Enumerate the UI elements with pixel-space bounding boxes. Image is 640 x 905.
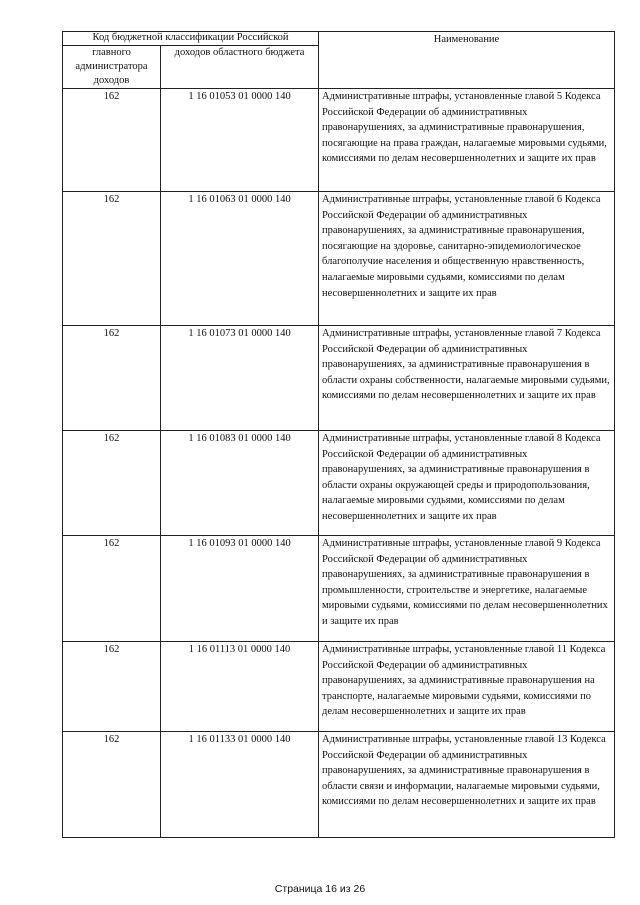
table-row xyxy=(63,326,615,431)
description-cell: Административные штрафы, установленные главой 5 Кодекса Российской Федерации об административных правонарушениях, за административные правонарушения, посягающие на права граждан, налагаемые мировыми судьями, комиссиями по делам несовершеннолетних и защите их прав xyxy=(319,89,615,192)
description-cell: Административные штрафы, установленные главой 11 Кодекса Российской Федерации об административных правонарушениях, за административные правонарушения на транспорте, налагаемые мировыми судьями, комиссиями по делам несовершеннолетних и защите их прав xyxy=(319,642,615,732)
description-cell: Административные штрафы, установленные главой 13 Кодекса Российской Федерации об административных правонарушениях, за административные правонарушения в области связи и информации, налагаемые мировыми судьями, комиссиями по делам несовершеннолетних и защите их прав xyxy=(319,732,615,838)
table-row xyxy=(63,642,615,732)
description-cell: Административные штрафы, установленные главой 9 Кодекса Российской Федерации об административных правонарушениях, за административные правонарушения в промышленности, строительстве и энергетике, налагаемые мировыми судьями, комиссиями по делам несовершеннолетних и защите их прав xyxy=(319,536,615,642)
description-cell: Административные штрафы, установленные главой 8 Кодекса Российской Федерации об административных правонарушениях, за административные правонарушения в области охраны окружающей среды и природопользования, налагаемые мировыми судьями, комиссиями по делам несовершеннолетних и защите их прав xyxy=(319,431,615,536)
revenue-code-cell: 1 16 01063 01 0000 140 xyxy=(161,192,319,326)
header-name-column: Наименование xyxy=(319,32,615,89)
admin-code-cell: 162 xyxy=(63,536,161,642)
admin-code-cell: 162 xyxy=(63,89,161,192)
admin-code-cell: 162 xyxy=(63,192,161,326)
description-cell: Административные штрафы, установленные главой 6 Кодекса Российской Федерации об административных правонарушениях, за административные правонарушения, посягающие на здоровье, санитарно-эпидемиологическое благополучие населения и общественную нравственность, налагаемые мировыми судьями, комиссиями по делам несовершеннолетних и защите их прав xyxy=(319,192,615,326)
description-cell: Административные штрафы, установленные главой 7 Кодекса Российской Федерации об административных правонарушениях, за административные правонарушения в области охраны собственности, налагаемые мировыми судьями, комиссиями по делам несовершеннолетних и защите их прав xyxy=(319,326,615,431)
table-row xyxy=(63,536,615,642)
admin-code-cell: 162 xyxy=(63,732,161,838)
table-row xyxy=(63,89,615,192)
admin-code-cell: 162 xyxy=(63,431,161,536)
revenue-code-cell: 1 16 01093 01 0000 140 xyxy=(161,536,319,642)
revenue-code-cell: 1 16 01113 01 0000 140 xyxy=(161,642,319,732)
header-group-label: Код бюджетной классификации Российской xyxy=(63,32,319,46)
header-admin-column: главного администратора доходов xyxy=(63,46,161,89)
revenue-code-cell: 1 16 01053 01 0000 140 xyxy=(161,89,319,192)
budget-classification-table xyxy=(62,31,615,838)
revenue-code-cell: 1 16 01073 01 0000 140 xyxy=(161,326,319,431)
revenue-code-cell: 1 16 01083 01 0000 140 xyxy=(161,431,319,536)
revenue-code-cell: 1 16 01133 01 0000 140 xyxy=(161,732,319,838)
table-row xyxy=(63,431,615,536)
table-row xyxy=(63,192,615,326)
header-code-column: доходов областного бюджета xyxy=(161,46,319,89)
admin-code-cell: 162 xyxy=(63,326,161,431)
admin-code-cell: 162 xyxy=(63,642,161,732)
table-row xyxy=(63,732,615,838)
page-number: Страница 16 из 26 xyxy=(274,883,366,895)
header-group-row xyxy=(63,32,615,46)
